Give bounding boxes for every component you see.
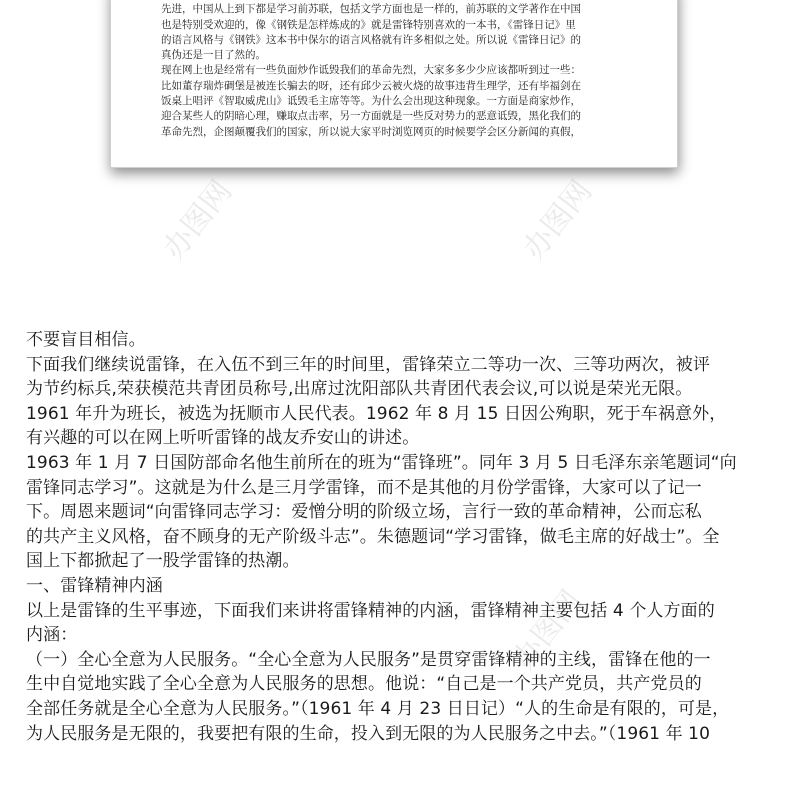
doc-line: 下面我们继续说雷锋，在入伍不到三年的时间里，雷锋荣立二等功一次、三等功两次，被评	[26, 354, 710, 375]
doc-line: 以上是雷锋的生平事迹，下面我们来讲将雷锋精神的内涵，雷锋精神主要包括 4 个人方面的	[26, 600, 715, 621]
slide-line: 的语言风格与《钢铁》这本书中保尔的语言风格就有许多相似之处。所以说《雷锋日记》的	[161, 33, 581, 46]
slide-line: 现在网上也是经常有一些负面炒作诋毁我们的革命先烈，大家多多少少应该都听到过一些：	[161, 64, 581, 77]
slide-line: 先进，中国从上到下都是学习前苏联，包括文学方面也是一样的，前苏联的文学著作在中国	[161, 3, 581, 16]
doc-line: 下。周恩来题词“向雷锋同志学习：爱憎分明的阶级立场，言行一致的革命精神，公而忘私	[26, 502, 702, 523]
document-body	[26, 328, 786, 746]
doc-line: 有兴趣的可以在网上听听雷锋的战友乔安山的讲述。	[26, 428, 420, 449]
doc-line: 1961 年升为班长，被选为抚顺市人民代表。1962 年 8 月 15 日因公殉职，死于车祸意外，	[26, 403, 727, 424]
embedded-slide-image	[110, 0, 678, 168]
doc-line: 全部任务就是全心全意为人民服务。”（1961 年 4 月 23 日日记）“人的生命是有限的，可是，	[26, 698, 730, 719]
doc-line: 的共产主义风格，奋不顾身的无产阶级斗志”。朱德题词“学习雷锋，做毛主席的好战士”。全	[26, 526, 720, 547]
slide-line: 迎合某些人的阴暗心理，赚取点击率，另一方面就是一些反对势力的恶意诋毁，黑化我们的	[161, 110, 581, 123]
doc-line: 不要盲目相信。	[26, 330, 146, 350]
slide-line: 也是特别受欢迎的，像《钢铁是怎样炼成的》就是雷锋特别喜欢的一本书，《雷锋日记》里	[161, 18, 576, 31]
slide-line: 饭桌上唱评《智取威虎山》诋毁毛主席等等。为什么会出现这种现象。一方面是商家炒作，	[161, 95, 581, 108]
doc-line: 内涵：	[26, 625, 78, 646]
slide-line: 比如董存瑞炸碉堡是被连长骗去的呀，还有邱少云被火烧的故事违背生理学，还有毕福剑在	[161, 79, 581, 92]
doc-line: 1963 年 1 月 7 日国防部命名他生前所在的班为“雷锋班”。同年 3 月 5 日毛泽东亲笔题词“向	[26, 452, 737, 473]
watermark: 办图网	[516, 174, 600, 267]
doc-line: （一）全心全意为人民服务。“全心全意为人民服务”是贯穿雷锋精神的主线，雷锋在他的一	[26, 649, 711, 670]
slide-line: 真伪还是一目了然的。	[161, 49, 266, 62]
section-heading: 一、雷锋精神内涵	[26, 575, 163, 596]
doc-line: 雷锋同志学习”。这就是为什么是三月学雷锋，而不是其他的月份学雷锋，大家可以了记一	[26, 477, 702, 498]
doc-line: 为人民服务是无限的，我要把有限的生命，投入到无限的为人民服务之中去。”（1961 年 10	[26, 723, 711, 744]
slide-text	[161, 0, 641, 140]
doc-line: 生中自觉地实践了全心全意为人民服务的思想。他说：“自己是一个共产党员，共产党员的	[26, 674, 702, 695]
slide-line: 革命先烈，企图颠覆我们的国家，所以说大家平时浏览网页的时候要学会区分新闻的真假，	[161, 125, 581, 138]
watermark: 办图网	[506, 584, 590, 677]
watermark: 办图网	[156, 174, 240, 267]
doc-line: 为节约标兵,荣获模范共青团员称号,出席过沈阳部队共青团代表会议,可以说是荣光无限。	[26, 379, 693, 400]
doc-line: 国上下都掀起了一股学雷锋的热潮。	[26, 551, 300, 572]
